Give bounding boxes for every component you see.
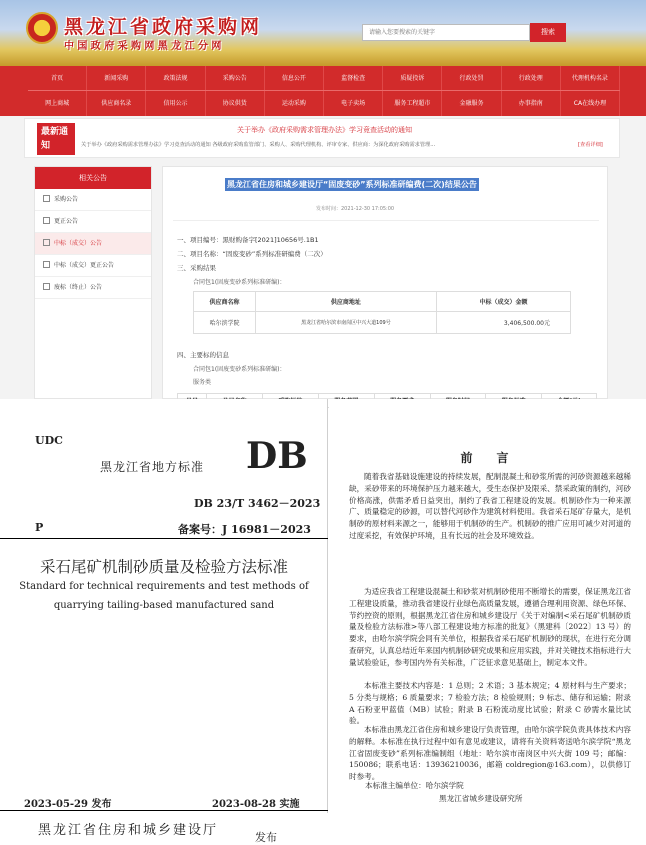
sidebar-item-label: 采购公告 bbox=[54, 196, 79, 203]
standard-title-en-line1: Standard for technical requirements and test methods of bbox=[19, 581, 309, 592]
chief-editor-label: 本标准主编单位：哈尔滨学院 bbox=[365, 781, 464, 790]
sidebar-item-label: 中标（成交）公告 bbox=[54, 240, 103, 247]
classification-code: P bbox=[35, 521, 44, 534]
supplier-address: 黑龙江省哈尔滨市南岗区中兴大道109号 bbox=[255, 312, 436, 334]
article-title: 黑龙江省住房和城乡建设厅“固废变砂”系列标准研编费(二次)结果公告 bbox=[227, 180, 477, 189]
preface-paragraph: 本标准主要技术内容是：1 总则；2 术语；3 基本规定；4 原材料与生产要求；5 分类与规格；6 质量要求；7 检验方法；8 检验规则；9 标志、储存和运输；附录 A 石粉亚甲蓝值（MB）试验；附录 B 石粉流动度比试验；附录 C 砂需水量比试验。 bbox=[349, 681, 631, 726]
record-number: 备案号：J 16981－2023 bbox=[178, 523, 311, 536]
preface-page bbox=[329, 399, 646, 813]
table-header: 供应商地址 bbox=[255, 292, 436, 312]
award-table bbox=[193, 291, 571, 334]
table-header: 供应商名称 bbox=[194, 292, 256, 312]
table-row bbox=[194, 312, 571, 334]
table-header-row bbox=[194, 292, 571, 312]
preface-paragraph: 本标准由黑龙江省住房和城乡建设厅负责管理，由哈尔滨学院负责具体技术内容的解释。本标准在执行过程中如有意见或建议，请将有关资料寄送哈尔滨学院“黑龙江省固废变砂”系列标准编制组（地址：哈尔滨市南岗区中兴大街 109 号；邮编：150086；联系电话：13936210036，邮箱 coldregion@163.com），以供修订时参考。 bbox=[349, 725, 631, 782]
standard-cover-page bbox=[0, 399, 328, 844]
sidebar-item-correction[interactable] bbox=[35, 211, 151, 233]
divider bbox=[173, 220, 599, 221]
notice-summary: 关于举办《政府采购需求管理办法》学习竟查活动的通知 各级政府采购监管部门、采购人、采购代理机构、评审专家、供应商：为深化政府采购需求管理... bbox=[81, 142, 436, 148]
sidebar-item-procurement[interactable] bbox=[35, 189, 151, 211]
contract-package: 合同包1(固废变砂系列标准研编)： bbox=[193, 366, 286, 373]
chief-editor-name: 黑龙江省城乡建设研究所 bbox=[439, 794, 523, 803]
article-content bbox=[162, 166, 608, 399]
nav-item[interactable]: 供应商名录 bbox=[87, 91, 146, 116]
sidebar-heading: 相关公告 bbox=[35, 167, 151, 189]
sidebar-item-label: 中标（成交）更正公告 bbox=[54, 262, 115, 269]
nav-item[interactable]: 电子卖场 bbox=[324, 91, 383, 116]
nav-item[interactable]: 代理机构名录 bbox=[561, 66, 620, 90]
standard-type: 黑龙江省地方标准 bbox=[100, 460, 205, 474]
section-heading: 三、采购结果 bbox=[177, 264, 216, 272]
nav-row-2 bbox=[28, 91, 620, 116]
publish-date: 2023-05-29 发布 bbox=[24, 799, 112, 810]
nav-item[interactable]: 金融服务 bbox=[442, 91, 501, 116]
divider bbox=[0, 810, 328, 811]
divider bbox=[0, 538, 328, 539]
table-header: 中标（成交）金额 bbox=[436, 292, 570, 312]
udc-label: UDC bbox=[35, 434, 63, 447]
service-category: 服务类 bbox=[193, 379, 212, 386]
procurement-web-screenshot bbox=[0, 0, 646, 399]
nav-item[interactable]: 首页 bbox=[28, 66, 87, 90]
db-logo: DB bbox=[246, 435, 308, 477]
notice-more-link[interactable]: [查看详细] bbox=[578, 142, 603, 148]
document-icon bbox=[43, 239, 50, 246]
sidebar-item-label: 更正公告 bbox=[54, 218, 79, 225]
implement-date: 2023-08-28 实施 bbox=[212, 799, 300, 810]
search-button[interactable]: 搜索 bbox=[530, 23, 566, 42]
sidebar-item-award-correction[interactable] bbox=[35, 255, 151, 277]
nav-item[interactable]: 采购公告 bbox=[206, 66, 265, 90]
sidebar-item-terminated[interactable] bbox=[35, 277, 151, 299]
document-icon bbox=[43, 217, 50, 224]
document-icon bbox=[43, 283, 50, 290]
related-notices-sidebar bbox=[34, 166, 152, 399]
notice-badge: 最新通知 bbox=[37, 123, 75, 155]
preface-paragraph: 为适应我省工程建设混凝土和砂浆对机制砂使用不断增长的需要，保证黑龙江省工程建设质量，推动我省建设行业绿色高质量发展，遵循合理利用资源、绿色环保、节约控资的原则，根据黑龙江省住房和城乡建设厅《关于对编制<采石尾矿机制砂质量及检验方法标准>等八部工程建设地方标准的批复》（黑建科〔2022〕13 号）的要求，由哈尔滨学院会同有关单位，根据我省采石尾矿机制砂的现状，在进行充分调查研究，认真总结近年来国内机制砂研究成果和应用实践，并对关键技术指标进行大量试验验证，参考国内外有关标准，广泛征求意见基础上，制定本文件。 bbox=[349, 587, 631, 667]
project-name: 二、项目名称：“固废变砂”系列标准研编费（二次） bbox=[177, 250, 327, 258]
nav-item[interactable]: 政策法规 bbox=[146, 66, 205, 90]
standard-number: DB 23/T 3462－2023 bbox=[194, 497, 321, 510]
publish-time: 发布时间：2021-12-30 17:05:00 bbox=[316, 206, 395, 212]
project-number: 一、项目编号：黑财购备字[2021]10656号.1B1 bbox=[177, 236, 319, 244]
nav-item[interactable]: CA在线办理 bbox=[561, 91, 620, 116]
site-title: 黑龙江省政府采购网 bbox=[64, 16, 263, 38]
notice-title-link[interactable]: 关于举办《政府采购需求管理办法》学习竟查活动的通知 bbox=[237, 126, 412, 134]
nav-item[interactable]: 监督检查 bbox=[324, 66, 383, 90]
preface-title: 前 言 bbox=[460, 451, 515, 465]
site-subtitle: 中国政府采购网黑龙江分网 bbox=[64, 41, 225, 52]
nav-item[interactable]: 新闻采购 bbox=[87, 66, 146, 90]
nav-item[interactable]: 服务工程超市 bbox=[383, 91, 442, 116]
nav-item[interactable]: 行政处罚 bbox=[442, 66, 501, 90]
sidebar-item-label: 废标（终止）公告 bbox=[54, 284, 103, 291]
main-nav bbox=[0, 66, 646, 116]
national-emblem-icon bbox=[26, 12, 58, 44]
document-icon bbox=[43, 261, 50, 268]
contract-package: 合同包1(固废变砂系列标准研编)： bbox=[193, 279, 286, 286]
preface-paragraph: 随着我省基础设施建设的持续发展，配制混凝土和砂浆所需的河砂资源越来越稀缺，采砂带来的环境保护压力越来越大，受生态保护及限采、禁采政策的制约，河砂价格高涨，供需矛盾日益突出，制约了我省工程建设的发展。机制砂作为一种来源广、质量稳定的砂源，可以替代河砂作为建筑材料使用。我省采石尾矿存量大，是机制砂的原材料来源之一，能够用于机制砂的生产。机制砂的推广应用可减少对河道的过度采挖，有效保护环境，且有长远的社会及环境效益。 bbox=[349, 472, 631, 540]
document-icon bbox=[43, 195, 50, 202]
site-banner bbox=[0, 0, 646, 66]
section-heading: 四、主要标的信息 bbox=[177, 351, 229, 359]
latest-notice-bar bbox=[24, 118, 620, 158]
standard-title-cn: 采石尾矿机制砂质量及检验方法标准 bbox=[39, 558, 288, 576]
nav-item[interactable]: 办事指南 bbox=[502, 91, 561, 116]
sidebar-item-award[interactable] bbox=[35, 233, 151, 255]
standard-title-en-line2: quarrying tailing-based manufactured sand bbox=[53, 600, 275, 611]
nav-item[interactable]: 运动采购 bbox=[265, 91, 324, 116]
award-amount: 3,406,500.00元 bbox=[436, 312, 570, 334]
nav-item[interactable]: 信用公示 bbox=[146, 91, 205, 116]
nav-item[interactable]: 网上商城 bbox=[28, 91, 87, 116]
issue-label: 发布 bbox=[255, 831, 277, 844]
supplier-name: 哈尔滨学院 bbox=[194, 312, 256, 334]
nav-item[interactable]: 质疑投诉 bbox=[383, 66, 442, 90]
issuer: 黑龙江省住房和城乡建设厅 bbox=[38, 823, 219, 838]
nav-item[interactable]: 行政处理 bbox=[502, 66, 561, 90]
nav-item[interactable]: 信息公开 bbox=[265, 66, 324, 90]
nav-row-1 bbox=[28, 66, 620, 91]
search-input[interactable] bbox=[362, 24, 530, 41]
nav-item[interactable]: 协议供货 bbox=[206, 91, 265, 116]
